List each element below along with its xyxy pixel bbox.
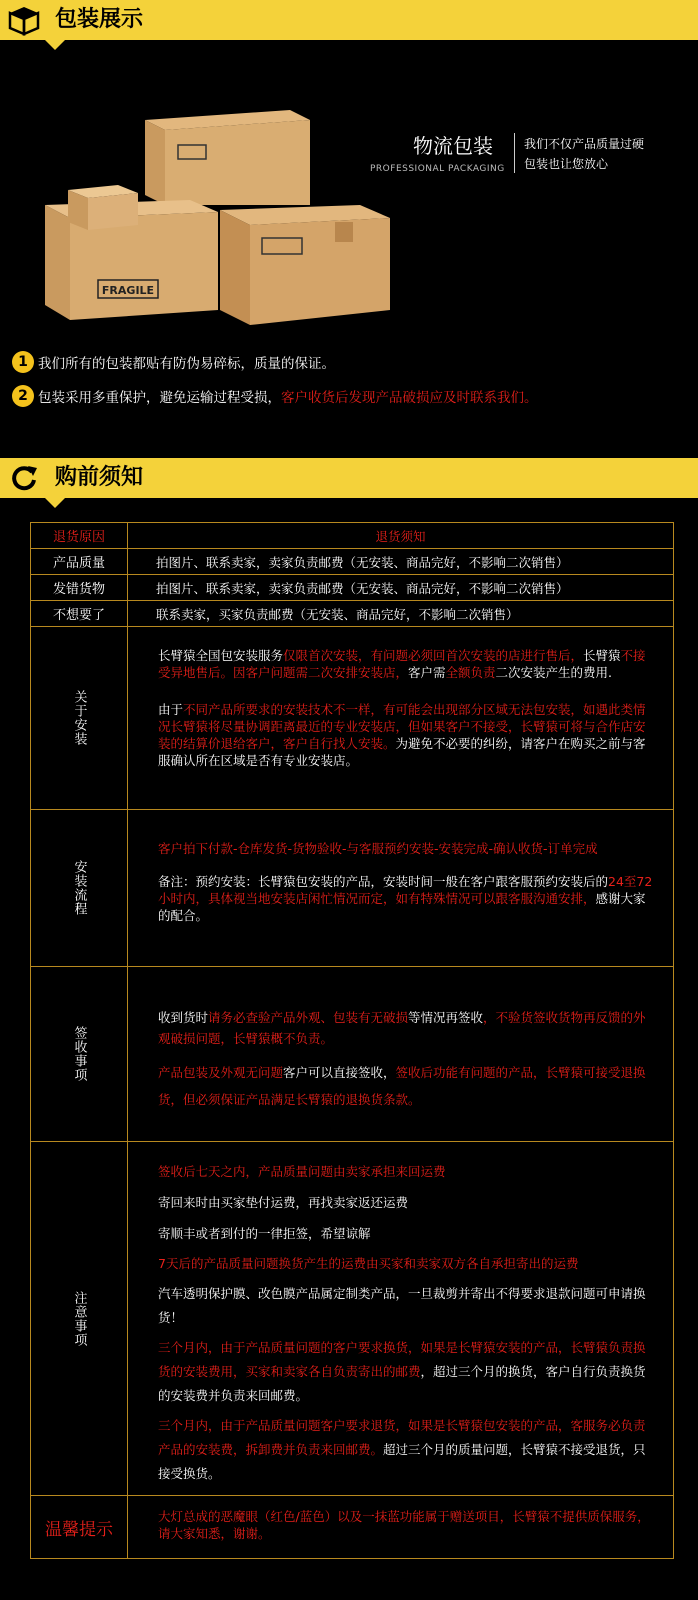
flow-label-cell <box>31 810 128 966</box>
banner-title: 包装展示 <box>55 7 144 32</box>
note-text: 我们所有的包装都贴有防伪易碎标，质量的保证。 <box>38 356 335 372</box>
attention-line: 寄回来时由买家垫付运费，再找卖家返还运费 <box>158 1195 409 1210</box>
install-body <box>128 627 673 809</box>
attention-line: 三个月内，由于产品质量问题的客户要求换货，如果是长臂猿安装的产品，长臂猿负责换货的安装费用，买家和卖家各自负责寄出的邮费，超过三个月的换货，客户自行负责换货的安装费并负责来回邮费。 <box>158 1340 646 1403</box>
sign-row <box>31 967 673 1142</box>
sign-paragraph-1: 收到货时请务必查验产品外观、包装有无破损等情况再签收，不验货签收货物再反馈的外观破损问题，长臂猿概不负责。 <box>158 1010 646 1046</box>
banner-notch <box>45 40 65 50</box>
attention-line: 三个月内，由于产品质量问题客户要求退货，如果是长臂猿包安装的产品，客服务必负责产品的安装费，拆卸费并负责来回邮费。超过三个月的质量问题，长臂猿不接受退货，只接受换货。 <box>158 1418 646 1481</box>
logistics-desc-line: 包装也让您放心 <box>524 157 609 171</box>
packaging-note-1 <box>12 351 335 373</box>
install-paragraph-2: 由于不同产品所要求的安装技术不一样，有可能会出现部分区域无法包安装，如遇此类情况长臂猿将尽量协调距离最近的专业安装店，但如果客户不接受，长臂猿可将与合作店安装的结算价退给客户，客户自行找人安装。为避免不必要的纠纷，请客户在购买之前与客服确认所在区域是否有专业安装店。 <box>158 702 646 768</box>
row-reason: 发错货物 <box>31 575 128 600</box>
warm-body <box>128 1496 673 1558</box>
refresh-icon <box>6 462 42 494</box>
attention-label-cell <box>31 1142 128 1495</box>
flow-steps: 客户拍下付款-仓库发货-货物验收-与客服预约安装-安装完成-确认收货-订单完成 <box>158 841 598 856</box>
row-text: 拍图片、联系卖家，卖家负责邮费（无安装、商品完好，不影响二次销售） <box>156 580 569 596</box>
attention-line: 7天后的产品质量问题换货产生的运费由买家和卖家双方各自承担寄出的运费 <box>158 1256 579 1271</box>
table-row <box>31 575 673 601</box>
row-reason: 不想要了 <box>31 601 128 626</box>
attention-label: 注意事项 <box>71 1290 87 1347</box>
install-label-cell <box>31 627 128 809</box>
box-icon <box>6 4 42 36</box>
logistics-subtitle: PROFESSIONAL PACKAGING <box>370 164 505 174</box>
warm-tip-row <box>31 1496 673 1558</box>
row-reason: 产品质量 <box>31 549 128 574</box>
row-text: 联系卖家，买家负责邮费（无安装、商品完好，不影响二次销售） <box>156 606 519 622</box>
attention-line: 寄顺丰或者到付的一律拒签，希望谅解 <box>158 1226 371 1241</box>
header-reason: 退货原因 <box>31 523 128 548</box>
attention-row <box>31 1142 673 1496</box>
sign-paragraph-2: 产品包装及外观无问题客户可以直接签收，签收后功能有问题的产品，长臂猿可接受退换货，但必须保证产品满足长臂猿的退换货条款。 <box>158 1065 646 1107</box>
attention-body <box>128 1142 673 1495</box>
notice-banner <box>0 458 698 498</box>
warm-label: 温馨提示 <box>45 1519 113 1540</box>
logistics-divider <box>514 133 515 173</box>
logistics-title: 物流包装 <box>413 134 493 158</box>
packaging-note-2 <box>12 385 538 407</box>
attention-line: 签收后七天之内，产品质量问题由卖家承担来回运费 <box>158 1164 446 1179</box>
number-badge: 2 <box>12 385 34 407</box>
warm-label-cell <box>31 1496 128 1558</box>
svg-text:FRAGILE: FRAGILE <box>101 284 155 297</box>
return-policy-table <box>30 522 674 1559</box>
flow-remark: 备注：预约安装：长臂猿包安装的产品，安装时间一般在客户跟客服预约安装后的24至72小时内，具体视当地安装店闲忙情况而定，如有特殊情况可以跟客服沟通安排，感谢大家的配合。 <box>158 874 653 923</box>
sign-label: 签收事项 <box>71 1026 87 1082</box>
banner-title: 购前须知 <box>55 465 144 490</box>
install-label: 关于安装 <box>71 690 87 746</box>
table-row <box>31 549 673 575</box>
flow-body <box>128 810 673 966</box>
note-text: 包装采用多重保护，避免运输过程受损， <box>38 390 281 406</box>
attention-line: 汽车透明保护膜、改色膜产品属定制类产品，一旦裁剪并寄出不得要求退款问题可申请换货！ <box>158 1286 646 1325</box>
flow-label: 安装流程 <box>71 860 87 916</box>
sign-label-cell <box>31 967 128 1141</box>
warm-text: 大灯总成的恶魔眼（红色/蓝色）以及一抹蓝功能属于赠送项目，长臂猿不提供质保服务，请大家知悉，谢谢。 <box>158 1509 650 1541</box>
number-badge: 1 <box>12 351 34 373</box>
logistics-desc-line: 我们不仅产品质量过硬 <box>524 137 645 151</box>
install-flow-row <box>31 810 673 967</box>
logistics-description <box>524 134 644 174</box>
packaging-banner <box>0 0 698 40</box>
cardboard-boxes-image <box>40 110 400 340</box>
install-row <box>31 627 673 810</box>
banner-notch <box>45 498 65 508</box>
table-header-row <box>31 523 673 549</box>
note-text-highlight: 客户收货后发现产品破损应及时联系我们。 <box>281 390 538 406</box>
header-notice: 退货须知 <box>375 528 426 544</box>
install-paragraph-1: 长臂猿全国包安装服务仅限首次安装，有问题必须回首次安装的店进行售后，长臂猿不接受异地售后。因客户问题需二次安排安装店，客户需全额负责二次安装产生的费用. <box>158 648 646 680</box>
sign-body <box>128 967 673 1141</box>
row-text: 拍图片、联系卖家，卖家负责邮费（无安装、商品完好，不影响二次销售） <box>156 554 569 570</box>
table-row <box>31 601 673 627</box>
